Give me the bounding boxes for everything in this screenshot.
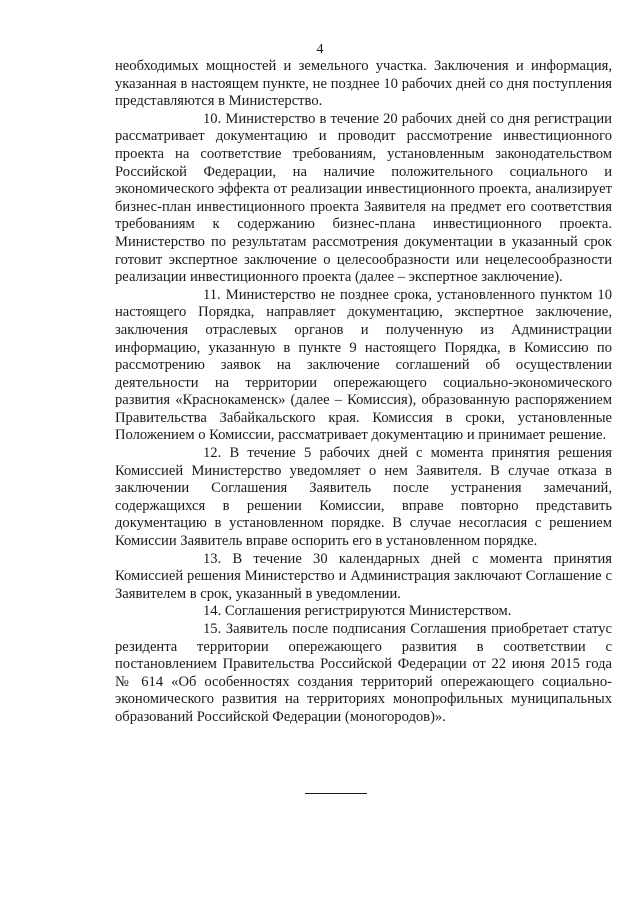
paragraph-13 — [115, 551, 612, 604]
paragraph-15 — [115, 621, 612, 727]
paragraph-text: Соглашения регистрируются Министерством. — [224, 603, 512, 620]
paragraph-continuation — [115, 58, 612, 111]
paragraph-text: В течение 5 рабочих дней с момента принятия решения Комиссией Министерство уведомляет о нем Заявителя. В случае отказа в заключении Соглашения Заявитель после устранения замечаний, содержащихся в решении Комиссии, вправе повторно представить документацию в установленном порядке. В случае несогласия с решением Комиссии Заявитель вправе оспорить его в установленном порядке. — [115, 445, 612, 550]
paragraph-number: 14. — [203, 603, 222, 620]
paragraph-text: В течение 30 календарных дней с момента принятия Комиссией решения Министерство и Администрация заключают Соглашение с Заявителем в срок, указанный в уведомлении. — [115, 550, 612, 602]
paragraph-number: 12. — [203, 445, 222, 462]
paragraph-number: 10. — [203, 110, 222, 127]
paragraph-text: Заявитель после подписания Соглашения приобретает статус резидента территории опережающего развития в соответствии с постановлением Правительства Российской Федерации от 22 июня 2015 года № 614 «Об особенностях создания территорий опережающего социально-экономического развития на территориях монопрофильных муниципальных образований Российской Федерации (моногородов)». — [115, 621, 612, 725]
document-body — [115, 58, 612, 727]
paragraph-text: Министерство не позднее срока, установленного пунктом 10 настоящего Порядка, направляет документацию, экспертное заключение, заключения отраслевых органов и полученную из Администрации информацию, указанную в пункте 9 настоящего Порядка, в Комиссию по рассмотрению заявок на заключение соглашений об осуществлении деятельности на территории опережающего социально-экономического развития «Краснокаменск» (далее – Комиссия), образованную распоряжением Правительства Забайкальского края. Комиссия в сроки, установленные Положением о Комиссии, рассматривает документацию и принимает решение. — [115, 286, 612, 444]
paragraph-text: необходимых мощностей и земельного участка. Заключения и информация, указанная в настоящем пункте, не позднее 10 рабочих дней со дня поступления представляются в Министерство. — [115, 58, 612, 110]
paragraph-number: 13. — [203, 550, 222, 567]
paragraph-10 — [115, 111, 612, 287]
paragraph-number: 11. — [203, 286, 221, 303]
paragraph-14 — [115, 603, 612, 621]
page-number: 4 — [316, 42, 324, 57]
end-divider-line — [305, 793, 367, 794]
paragraph-number: 15. — [203, 621, 222, 637]
paragraph-11 — [115, 287, 612, 445]
paragraph-12 — [115, 445, 612, 551]
paragraph-text: Министерство в течение 20 рабочих дней со дня регистрации рассматривает документацию и проводит рассмотрение инвестиционного проекта на соответствие требованиям, установленным законодательством Российской Федерации, на наличие положительного социального и экономического эффекта от реализации инвестиционного проекта, анализирует бизнес-план инвестиционного проекта Заявителя на предмет его соответствия требованиям к содержанию бизнес-плана инвестиционного проекта. Министерство по результатам рассмотрения документации в указанный срок готовит экспертное заключение о целесообразности или нецелесообразности реализации инвестиционного проекта (далее – экспертное заключение). — [115, 110, 612, 286]
